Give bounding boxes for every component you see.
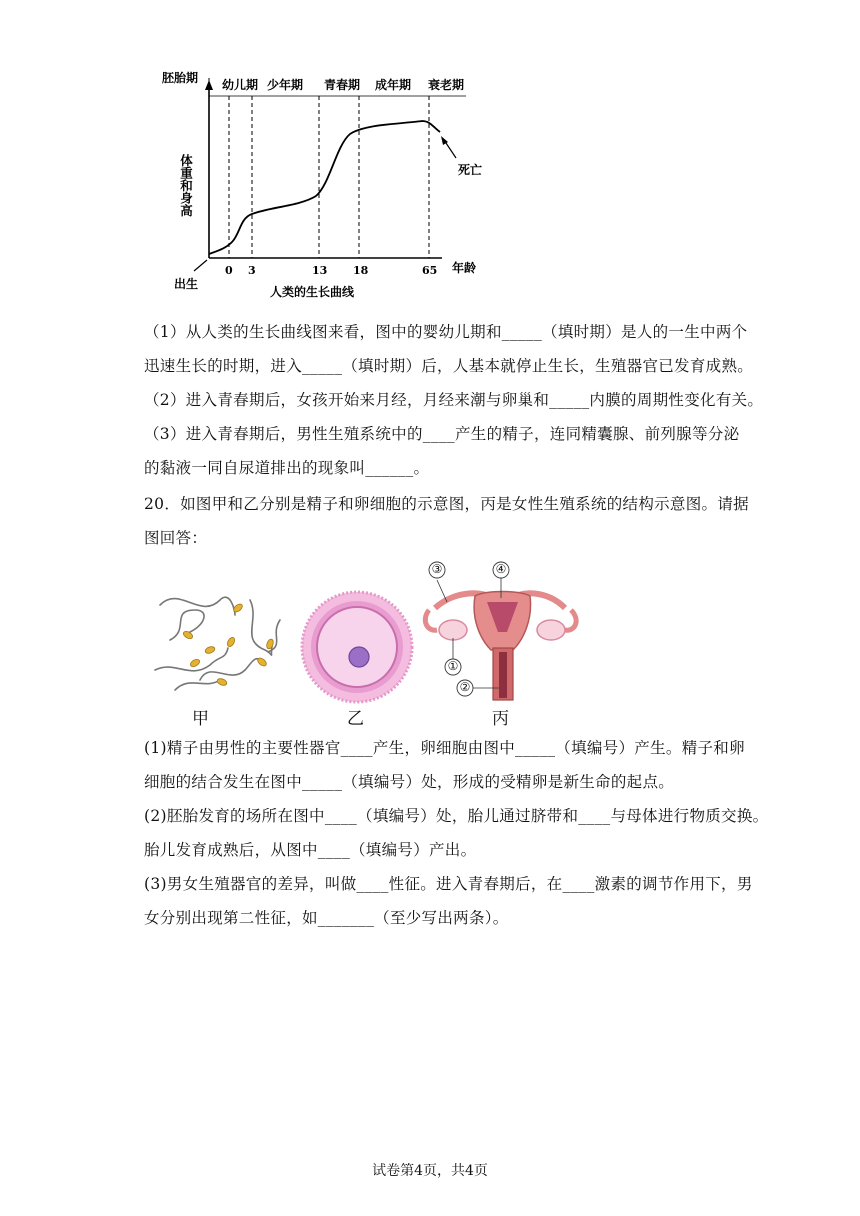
x-tick-65: 65 — [422, 264, 438, 277]
death-label: 死亡 — [458, 163, 483, 177]
x-tick-18: 18 — [353, 264, 369, 277]
marker-2: ② — [459, 680, 471, 694]
q20-line-4: 胎儿发育成熟后，从图中____（填编号）产出。 — [144, 841, 477, 859]
x-tick-0: 0 — [225, 264, 233, 277]
stage-adult: 成年期 — [375, 78, 412, 92]
page-footer: 试卷第4页，共4页 — [372, 1163, 488, 1179]
stage-embryo: 胚胎期 — [162, 71, 199, 85]
marker-4: ④ — [495, 562, 507, 576]
stage-aging: 衰老期 — [428, 78, 465, 92]
q19-line-2: 迅速生长的时期，进入_____（填时期）后，人基本就停止生长，生殖器官已发育成熟。 — [144, 357, 754, 375]
q20-intro-2: 图回答： — [144, 529, 208, 547]
x-tick-13: 13 — [312, 264, 328, 277]
q20-line-2: 细胞的结合发生在图中_____（填编号）处，形成的受精卵是新生命的起点。 — [144, 773, 675, 791]
marker-1: ① — [447, 659, 459, 673]
x-tick-3: 3 — [248, 264, 256, 277]
stage-puberty: 青春期 — [324, 78, 361, 92]
stage-child: 少年期 — [267, 78, 304, 92]
q20-line-3: (2)胚胎发育的场所在图中____（填编号）处，胎儿通过脐带和____与母体进行物质交换。 — [144, 807, 769, 825]
q20-line-6: 女分别出现第二性征，如_______（至少写出两条）。 — [144, 909, 509, 927]
figure-label-jia: 甲 — [192, 709, 209, 729]
growth-curve — [209, 121, 440, 254]
sperm-figure — [150, 580, 290, 695]
q19-line-4: （3）进入青春期后，男性生殖系统中的____产生的精子，连同精囊腺、前列腺等分泌 — [144, 425, 740, 443]
q20-line-1: (1)精子由男性的主要性器官____产生，卵细胞由图中_____（填编号）产生。精子和卵 — [144, 739, 745, 757]
y-axis-label: 体重和身高 — [178, 154, 194, 217]
figure-label-bing: 丙 — [492, 709, 509, 729]
chart-title: 人类的生长曲线 — [270, 285, 355, 299]
growth-curve-figure — [160, 66, 500, 310]
stage-infant: 幼儿期 — [222, 78, 259, 92]
marker-3: ③ — [431, 562, 443, 576]
figure-label-yi: 乙 — [347, 709, 364, 729]
q19-line-1: （1）从人类的生长曲线图来看，图中的婴幼儿期和_____（填时期）是人的一生中两个 — [144, 323, 748, 341]
egg-cell-figure — [300, 590, 415, 705]
birth-arrow — [194, 260, 207, 271]
q19-line-3: （2）进入青春期后，女孩开始来月经，月经来潮与卵巢和_____内膜的周期性变化有关。 — [144, 391, 764, 409]
birth-label: 出生 — [174, 277, 199, 291]
x-axis-label: 年龄 — [452, 261, 477, 275]
q20-intro-1: 20．如图甲和乙分别是精子和卵细胞的示意图，丙是女性生殖系统的结构示意图。请据 — [144, 495, 749, 513]
female-reproductive-figure — [415, 560, 590, 705]
q20-line-5: (3)男女生殖器官的差异，叫做____性征。进入青春期后，在____激素的调节作用下，男 — [144, 875, 753, 893]
q19-line-5: 的黏液一同自尿道排出的现象叫______。 — [144, 459, 430, 477]
